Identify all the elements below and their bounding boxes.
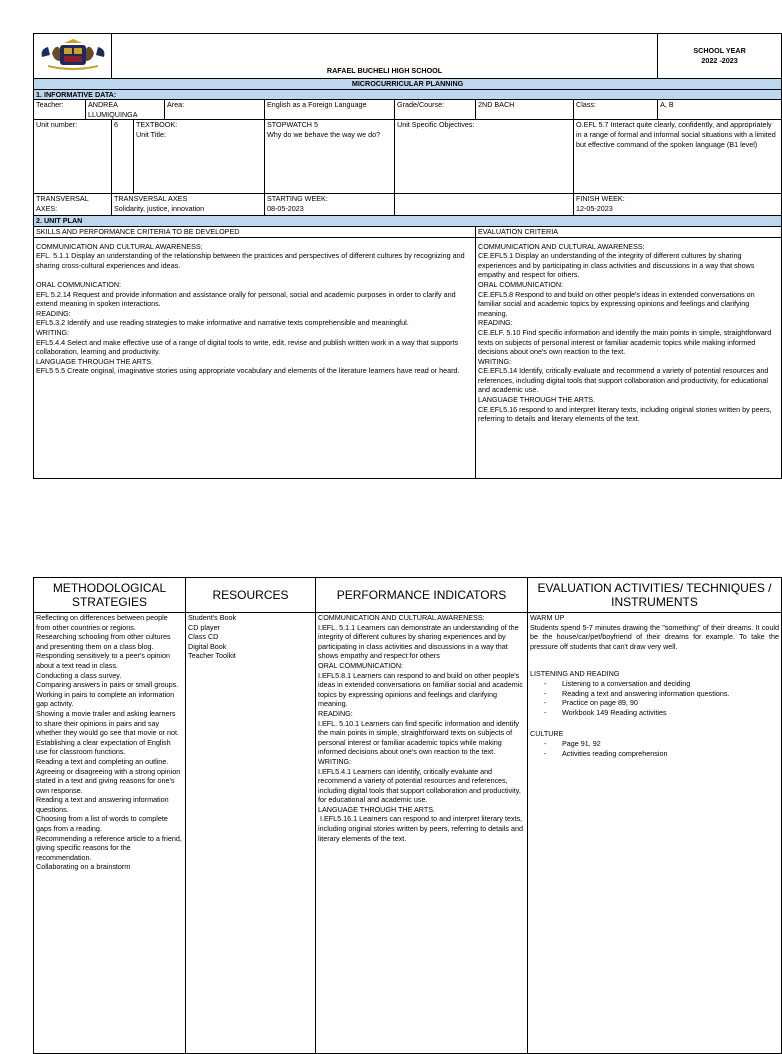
unit-plan-section-title: 2. UNIT PLAN — [34, 216, 782, 227]
indicators-header: PERFORMANCE INDICATORS — [316, 578, 528, 613]
list-item: - Reading a text and answering information questions. — [530, 689, 779, 699]
textbook-value: STOPWATCH 5 Why do we behave the way we do? — [265, 120, 395, 194]
evaluation-activities-header: EVALUATION ACTIVITIES/ TECHNIQUES / INSTRUMENTS — [528, 578, 782, 613]
grade-label: Grade/Course: — [395, 100, 476, 120]
blank-cell — [395, 194, 574, 216]
unit-number-label: Unit number: — [34, 120, 112, 194]
school-crest-icon — [38, 39, 108, 71]
list-item: - Activities reading comprehension — [530, 749, 779, 759]
school-year-cell — [658, 34, 782, 79]
list-item: - Page 91, 92 — [530, 739, 779, 749]
plan-title: MICROCURRICULAR PLANNING — [34, 79, 782, 90]
objectives-value: O.EFL 5.7 Interact quite clearly, confidently, and appropriately in a range of formal and informal social situations with a limited but effective command of the spoken language (B1 level) — [574, 120, 782, 194]
unit-number-value: 6 — [112, 120, 134, 194]
transversal-label: TRANSVERSAL AXES: — [34, 194, 112, 216]
strategies-header: METHODOLOGICAL STRATEGIES — [34, 578, 186, 613]
listening-title: LISTENING AND READING — [530, 669, 620, 679]
list-item: - Listening to a conversation and deciding — [530, 679, 779, 689]
culture-title: CULTURE — [530, 729, 564, 739]
textbook-label: TEXTBOOK: Unit Title: — [134, 120, 265, 194]
informative-section-title: 1. INFORMATIVE DATA: — [34, 89, 782, 100]
resources-header: RESOURCES — [186, 578, 316, 613]
area-value: English as a Foreign Language — [265, 100, 395, 120]
resources-list: Student's Book CD player Class CD Digital Book Teacher Toolkit — [186, 613, 316, 1054]
school-year-label: SCHOOL YEAR — [693, 46, 746, 56]
list-item: - Workbook 149 Reading activities — [530, 708, 779, 718]
evaluation-criteria: COMMUNICATION AND CULTURAL AWARENESS: CE.EFL5.1 Display an understanding of the integrity of different cultures by sharing experiences and by participating in class activities and discussions in a way that shows empathy and respect for others. ORAL COMMUNICATION: CE.EFL5.8 Respond to and build on other people's ideas in extended conversations on familiar social and academic topics by expressing opinions and feelings and clarifying meaning. READING: CE.ELF. 5.10 Find specific information and identify the main points in simple, straightforward texts on subjects of personal interest or familiar academic topics while making informed decisions about one's own reaction to the text. WRITING: CE.EFL5.14 Identify, critically evaluate and recommend a variety of potential resources and references, including digital tools that support collaboration and productivity, for educational and academic use. LANGUAGE THROUGH THE ARTS. CE.EFL5.16 respond to and interpret literary texts, including original stories written by peers, referring to details and literary elements of the text. — [476, 237, 782, 478]
evaluation-activities — [528, 613, 782, 1054]
logo-cell — [34, 34, 112, 79]
class-label: Class: — [574, 100, 658, 120]
finish-week: FINISH WEEK: 12-05-2023 — [574, 194, 782, 216]
indicators-list: COMMUNICATION AND CULTURAL AWARENESS: I.EFL. 5.1.1 Learners can demonstrate an understanding of the integrity of different cultures by sharing experiences and by participating in class activities and discussions in a way that shows empathy and respect for others ORAL COMMUNICATION: I.EFL5.8.1 Learners can respond to and build on other people's ideas in extended conversations on familiar social and academic topics by expressing opinions and feelings and clarifying meaning. READING: I.EFL. 5.10.1 Learners can find specific information and identify the main points in simple, straightforward texts on subjects of personal interest or familiar academic topics while making informed decisions about one's own reaction to the text. WRITING: I.EFL5.4.1 Learners can identify, critically evaluate and recommend a variety of potential resources and references, including digital tools that support collaboration and productivity, for educational and academic use. LANGUAGE THROUGH THE ARTS. I.EFL5.16.1 Learners can respond to and interpret literary texts, including original stories written by peers, referring to details and literary elements of the text. — [316, 613, 528, 1054]
warmup-text: Students spend 5-7 minutes drawing the "something" of their dreams. It could be the house/car/pet/boyfriend of their dreams for example. To take the pressure off students that can't draw very well. — [530, 622, 779, 651]
teacher-label: Teacher: — [34, 100, 86, 120]
list-item: - Practice on page 89, 90 — [530, 698, 779, 708]
listening-list — [530, 679, 779, 717]
class-value: A, B — [658, 100, 782, 120]
starting-week: STARTING WEEK: 08-05-2023 — [265, 194, 395, 216]
culture-list — [530, 739, 779, 758]
school-year: 2022 -2023 — [701, 56, 738, 65]
grade-value: 2ND BACH — [476, 100, 574, 120]
evaluation-title: EVALUATION CRITERIA — [476, 226, 782, 237]
planning-table — [33, 33, 782, 479]
skills-title: SKILLS AND PERFORMANCE CRITERIA TO BE DEVELOPED — [34, 226, 476, 237]
objectives-label: Unit Specific Objectives: — [395, 120, 574, 194]
methodology-table — [33, 577, 782, 1054]
transversal-value: TRANSVERSAL AXES Solidarity, justice, innovation — [112, 194, 265, 216]
strategies-list: Reflecting on differences between people from other countries or regions. Researching schooling from other cultures and presenting them on a class blog. Responding sensitively to a peer's opinion about a text read in class. Conducting a class survey. Comparing answers in pairs or small groups. Working in pairs to complete an information gap activity. Showing a movie trailer and asking learners to share their opinions in pairs and say whether they would go see that movie or not. Establishing a clear expectation of English use for classroom functions. Reading a text and completing an outline. Agreeing or disagreeing with a strong opinion stated in a text and giving reasons for one's own response. Reading a text and answering information questions. Choosing from a list of words to complete gaps from a reading. Recommending a reference article to a friend, giving specific reasons for the recommendation. Collaborating on a brainstorm — [34, 613, 186, 1054]
area-label: Area: — [165, 100, 265, 120]
skills-criteria: COMMUNICATION AND CULTURAL AWARENESS: EFL. 5.1.1 Display an understanding of the relationship between the practices and perspectives of different cultures by recognizing and sharing cross-cultural experiences and ideas. ORAL COMMUNICATION: EFL 5.2.14 Request and provide information and assistance orally for personal, social and academic purposes in order to clarify and extend meaning in spoken interactions. READING: EFL5.3.2 Identify and use reading strategies to make informative and narrative texts comprehensible and meaningful. WRITING: EFL5.4.4 Select and make effective use of a range of digital tools to write, edit, revise and publish written work in a way that supports collaboration, learning and productivity. LANGUAGE THROUGH THE ARTS. EFL5 5.5 Create original, imaginative stories using appropriate vocabulary and elements of the literature learners have read or heard. — [34, 237, 476, 478]
school-name: RAFAEL BUCHELI HIGH SCHOOL — [112, 34, 658, 79]
teacher-value: ANDREA LLUMIQUINGA — [86, 100, 165, 120]
warmup-title: WARM UP — [530, 613, 565, 622]
